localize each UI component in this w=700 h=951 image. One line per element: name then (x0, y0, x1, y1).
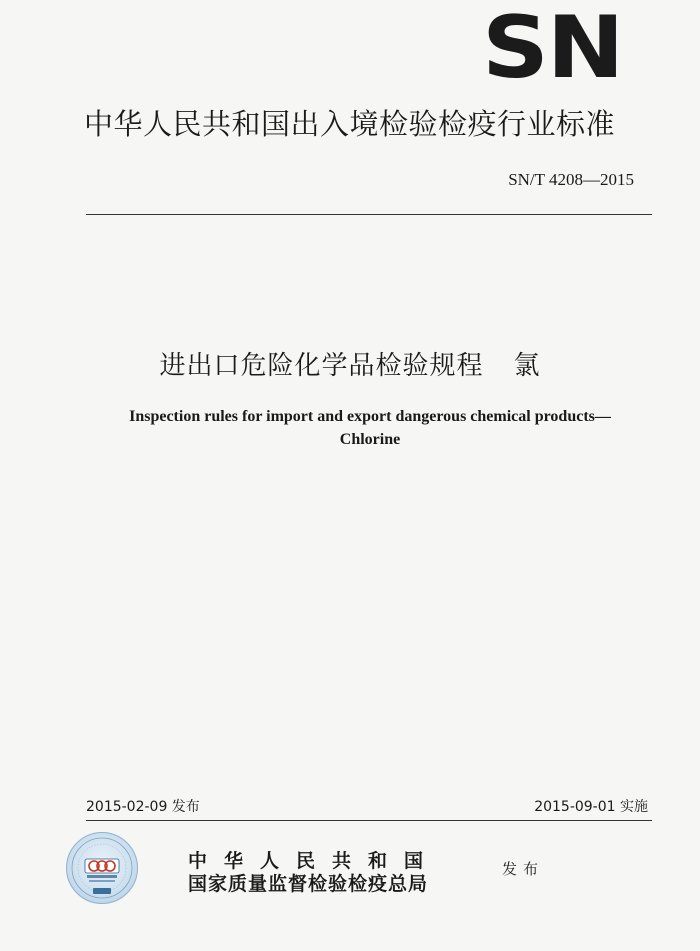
publish-label: 发布 (502, 860, 545, 878)
standard-organization-title: 中华人民共和国出入境检验检疫行业标准 (84, 107, 616, 141)
issuer-country: 中华人民共和国 (188, 850, 441, 872)
sn-logo: SN (482, 0, 623, 98)
issuer-agency: 国家质量监督检验检疫总局 (188, 873, 429, 895)
chinese-title-sub: 氯 (513, 351, 541, 381)
anti-counterfeit-seal-icon (66, 832, 138, 904)
implementation-date: 2015-09-01 实施 (534, 799, 648, 815)
top-divider (86, 214, 652, 215)
chinese-title (0, 345, 700, 382)
english-title-line2: Chlorine (339, 431, 401, 448)
issue-date: 2015-02-09 发布 (86, 799, 200, 815)
chinese-title-main: 进出口危险化学品检验规程 (159, 351, 484, 381)
bottom-divider (86, 820, 652, 821)
english-title-line1: Inspection rules for import and export dangerous chemical products— (129, 408, 611, 425)
standard-number: SN/T 4208—2015 (508, 170, 634, 189)
